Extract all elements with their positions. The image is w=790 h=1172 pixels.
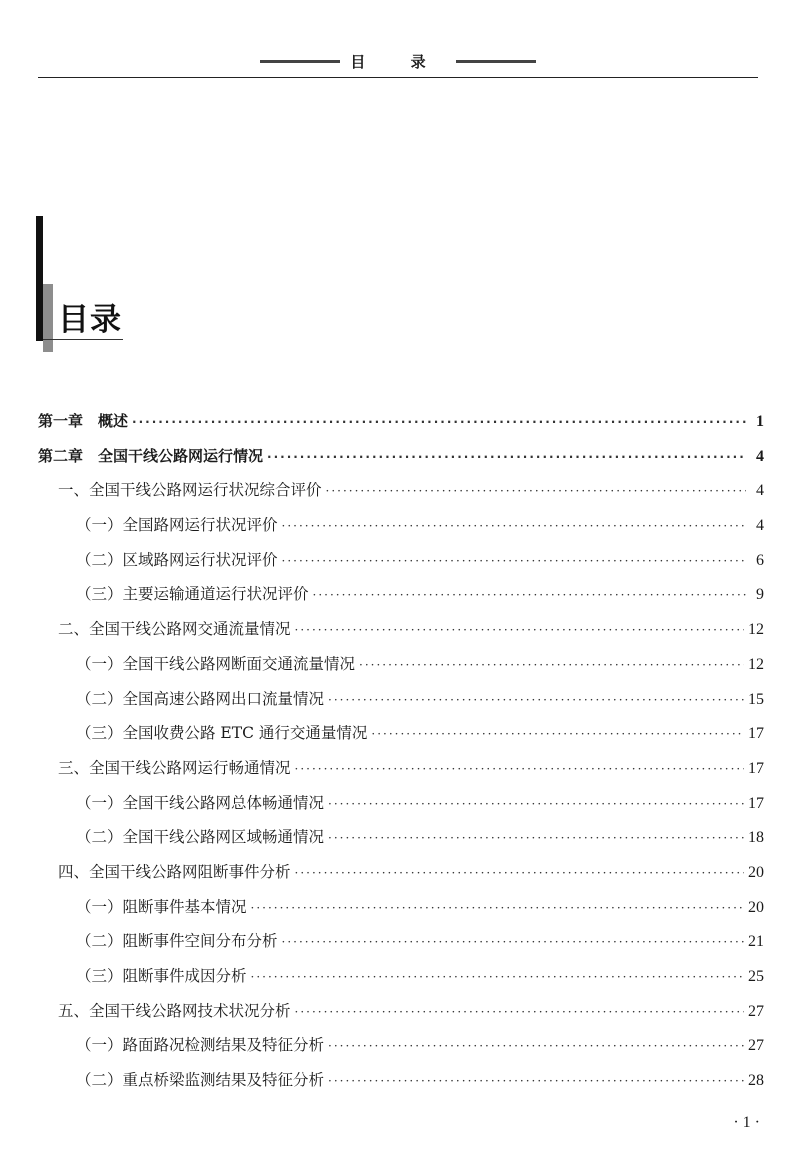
toc-entry[interactable] xyxy=(38,924,764,959)
toc-entry-label: （三）主要运输通道运行状况评价 xyxy=(76,585,309,604)
toc-entry-label: 五、全国干线公路网技术状况分析 xyxy=(58,1001,291,1020)
toc-leader-dots xyxy=(282,544,746,579)
toc-entry-label: （二）阻断事件空间分布分析 xyxy=(76,932,278,951)
toc-leader-dots xyxy=(251,960,744,995)
title-bar-dark xyxy=(36,216,43,341)
toc-entry[interactable] xyxy=(38,508,764,543)
toc-entry[interactable] xyxy=(38,473,764,508)
toc-entry-label: （三）阻断事件成因分析 xyxy=(76,967,247,985)
toc-entry-page: 17 xyxy=(748,725,764,743)
toc-entry-page: 6 xyxy=(756,551,764,569)
toc-leader-dots xyxy=(267,440,746,475)
toc-leader-dots xyxy=(328,821,744,856)
toc-leader-dots xyxy=(295,856,744,891)
toc-entry-page: 25 xyxy=(748,968,764,985)
toc-leader-dots xyxy=(328,787,744,822)
toc-entry-page: 27 xyxy=(748,1037,764,1055)
toc-entry[interactable] xyxy=(38,647,764,682)
toc-entry[interactable] xyxy=(38,716,764,751)
toc-entry-page: 4 xyxy=(756,447,764,465)
toc-entry-label: 第二章 全国干线公路网运行情况 xyxy=(38,446,264,465)
toc-entry[interactable] xyxy=(38,612,764,647)
toc-entry[interactable] xyxy=(38,786,764,821)
header-divider xyxy=(38,77,758,78)
toc-entry[interactable] xyxy=(38,577,764,612)
toc-entry[interactable] xyxy=(38,543,764,578)
toc-leader-dots xyxy=(328,1029,744,1064)
toc-entry-label: （三）全国收费公路 ETC 通行交通量情况 xyxy=(76,724,368,743)
toc-entry-label: （一）全国路网运行状况评价 xyxy=(76,516,278,535)
toc-entry[interactable] xyxy=(38,994,764,1029)
toc-entry-label: （二）全国干线公路网区域畅通情况 xyxy=(76,828,325,847)
toc-leader-dots xyxy=(282,509,746,544)
toc-entry-label: 一、全国干线公路网运行状况综合评价 xyxy=(58,481,322,500)
toc-entry-label: 三、全国干线公路网运行畅通情况 xyxy=(58,758,291,777)
toc-entry-label: （一）全国干线公路网总体畅通情况 xyxy=(76,793,325,812)
toc-entry[interactable] xyxy=(38,890,764,925)
toc-leader-dots xyxy=(328,1064,744,1099)
page-number: · 1 · xyxy=(733,1114,760,1131)
toc-entry[interactable] xyxy=(38,1028,764,1063)
toc-entry[interactable] xyxy=(38,404,764,439)
toc-leader-dots xyxy=(251,891,744,926)
toc-entry-label: 四、全国干线公路网阻断事件分析 xyxy=(58,862,291,881)
toc-entry-page: 4 xyxy=(756,517,764,535)
toc-entry-page: 20 xyxy=(748,898,764,916)
toc-entry-page: 27 xyxy=(748,1002,764,1020)
toc-leader-dots xyxy=(282,925,744,960)
toc-entry[interactable] xyxy=(38,682,764,717)
header-rule-left xyxy=(260,60,340,63)
toc-entry-page: 17 xyxy=(748,794,764,812)
running-header-title-wrap xyxy=(38,51,758,72)
toc-entry-label: 二、全国干线公路网交通流量情况 xyxy=(58,620,291,639)
toc-leader-dots xyxy=(371,717,744,752)
toc-entry[interactable] xyxy=(38,751,764,786)
header-rule-right xyxy=(456,60,536,63)
toc-entry-page: 9 xyxy=(756,586,764,604)
toc-entry-label: （二）重点桥梁监测结果及特征分析 xyxy=(76,1071,325,1090)
toc-entry[interactable] xyxy=(38,820,764,855)
toc-entry-page: 15 xyxy=(748,690,764,708)
toc-entry[interactable] xyxy=(38,959,764,994)
toc-entry[interactable] xyxy=(38,439,764,474)
toc-entry-label: （一）全国干线公路网断面交通流量情况 xyxy=(76,654,356,673)
toc-entry-label: 第一章 概述 xyxy=(38,412,129,430)
toc-entry-page: 1 xyxy=(756,413,764,430)
toc-leader-dots xyxy=(328,683,744,718)
toc-leader-dots xyxy=(295,613,744,648)
toc-entry[interactable] xyxy=(38,1063,764,1098)
toc-entry-page: 4 xyxy=(756,482,764,500)
toc-leader-dots xyxy=(313,578,746,613)
toc-leader-dots xyxy=(359,648,744,683)
toc-leader-dots xyxy=(132,405,746,440)
toc-entry-page: 28 xyxy=(748,1072,764,1090)
toc-entry-label: （一）路面路况检测结果及特征分析 xyxy=(76,1036,325,1055)
toc-entry-page: 12 xyxy=(748,655,764,673)
toc-entry-page: 20 xyxy=(748,863,764,881)
running-header-title: 目 录 xyxy=(350,53,446,71)
toc-entry[interactable] xyxy=(38,855,764,890)
toc-entry-page: 12 xyxy=(748,621,764,639)
running-header xyxy=(38,48,758,78)
chapter-title-block xyxy=(36,216,136,356)
toc-leader-dots xyxy=(326,474,746,509)
title-underline xyxy=(43,339,123,340)
title-bar-gray xyxy=(43,284,53,352)
page-title: 目录 xyxy=(58,302,122,338)
toc-entry-label: （一）阻断事件基本情况 xyxy=(76,897,247,916)
toc-entry-label: （二）全国高速公路网出口流量情况 xyxy=(76,689,325,708)
toc-entry-page: 17 xyxy=(748,759,764,777)
toc-leader-dots xyxy=(295,995,744,1030)
toc-entry-page: 18 xyxy=(748,829,764,847)
toc-entry-label: （二）区域路网运行状况评价 xyxy=(76,550,278,569)
table-of-contents xyxy=(38,404,764,1098)
toc-leader-dots xyxy=(295,752,744,787)
toc-entry-page: 21 xyxy=(748,933,764,951)
